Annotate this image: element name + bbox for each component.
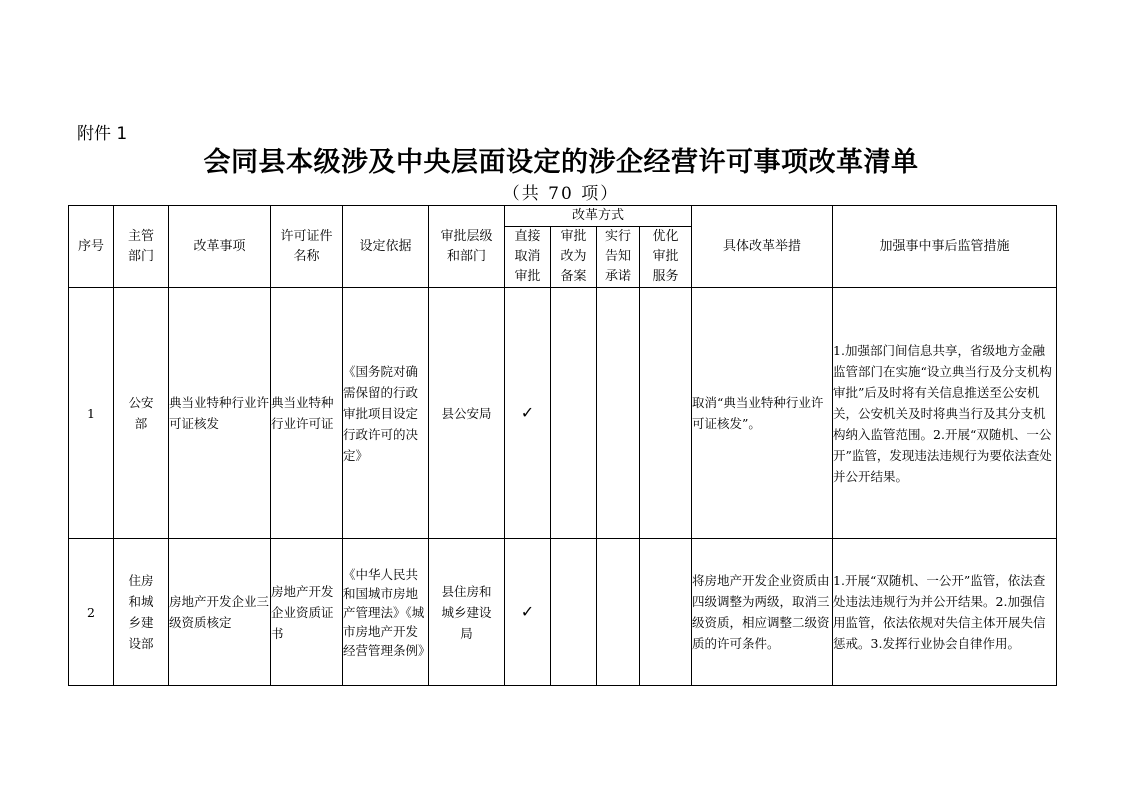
header-dept: 主管部门 [114, 206, 169, 288]
row-method-record [551, 539, 597, 686]
row-seq: 1 [69, 288, 114, 539]
document-title: 会同县本级涉及中央层面设定的涉企经营许可事项改革清单 [203, 147, 919, 178]
header-method-optimize: 优化审批服务 [640, 227, 692, 288]
header-method-notify: 实行告知承诺 [597, 227, 640, 288]
attachment-label: 附件 1 [77, 124, 128, 144]
header-method-cancel: 直接取消审批 [505, 227, 551, 288]
table-row [69, 539, 1057, 686]
header-basis: 设定依据 [343, 206, 429, 288]
row-item: 典当业特种行业许可证核发 [169, 288, 271, 539]
header-seq: 序号 [69, 206, 114, 288]
row-supervision: 1.加强部门间信息共享，省级地方金融监管部门在实施“设立典当行及分支机构审批”后及时将有关信息推送至公安机关，公安机关及时将典当行及其分支机构纳入监管范围。2.开展“双随机、一公开”监管，发现违法违规行为要依法查处并公开结果。 [833, 288, 1057, 539]
row-method-record [551, 288, 597, 539]
header-method-group: 改革方式 [505, 206, 692, 227]
row-measures: 将房地产开发企业资质由四级调整为两级，取消三级资质，相应调整二级资质的许可条件。 [692, 539, 833, 686]
document-subtitle: （共 70 项） [502, 184, 620, 204]
header-measures: 具体改革举措 [692, 206, 833, 288]
header-license: 许可证件名称 [271, 206, 343, 288]
row-license: 典当业特种行业许可证 [271, 288, 343, 539]
row-seq: 2 [69, 539, 114, 686]
row-method-notify [597, 288, 640, 539]
row-dept: 住房和城乡建设部 [114, 539, 169, 686]
row-basis: 《中华人民共和国城市房地产管理法》《城市房地产开发经营管理条例》 [343, 539, 429, 686]
checkmark-icon: ✓ [505, 288, 551, 539]
row-dept: 公安部 [114, 288, 169, 539]
row-method-optimize [640, 539, 692, 686]
row-level: 县公安局 [429, 288, 505, 539]
row-measures: 取消“典当业特种行业许可证核发”。 [692, 288, 833, 539]
checkmark-icon: ✓ [505, 539, 551, 686]
table-row [69, 288, 1057, 539]
row-level: 县住房和城乡建设局 [429, 539, 505, 686]
row-basis: 《国务院对确需保留的行政审批项目设定行政许可的决定》 [343, 288, 429, 539]
row-license: 房地产开发企业资质证书 [271, 539, 343, 686]
header-item: 改革事项 [169, 206, 271, 288]
header-level: 审批层级和部门 [429, 206, 505, 288]
row-method-optimize [640, 288, 692, 539]
row-method-notify [597, 539, 640, 686]
header-method-record: 审批改为备案 [551, 227, 597, 288]
row-item: 房地产开发企业三级资质核定 [169, 539, 271, 686]
reform-list-table [68, 205, 1057, 686]
header-supervision: 加强事中事后监管措施 [833, 206, 1057, 288]
row-supervision: 1.开展“双随机、一公开”监管，依法查处违法违规行为并公开结果。2.加强信用监管，依法依规对失信主体开展失信惩戒。3.发挥行业协会自律作用。 [833, 539, 1057, 686]
